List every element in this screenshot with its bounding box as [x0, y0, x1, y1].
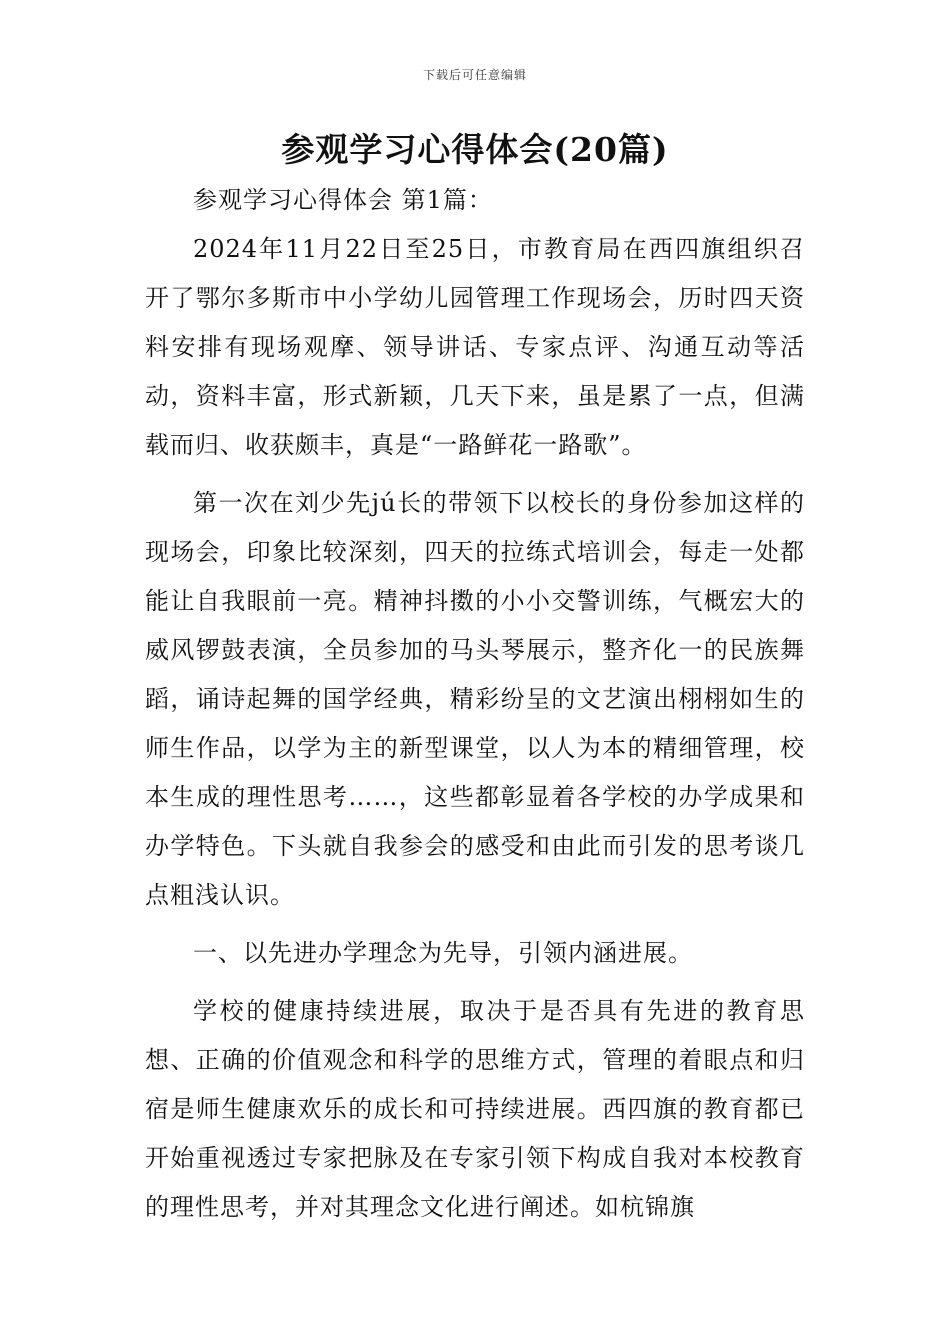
paragraph-3: 学校的健康持续进展，取决于是否具有先进的教育思想、正确的价值观念和科学的思维方式，管理的着眼点和归宿是师生健康欢乐的成长和可持续进展。西四旗的教育都已开始重视透过专家把脉及在专家引领下构成自我对本校教育的理性思考，并对其理念文化进行阐述。如杭锦旗 — [145, 997, 805, 1221]
document-title: 参观学习心得体会(20篇) — [281, 130, 669, 169]
section-subtitle: 参观学习心得体会 第1篇： — [193, 186, 493, 214]
paragraph-1: 2024年11月22日至25日，市教育局在西四旗组织召开了鄂尔多斯市中小学幼儿园管理工作现场会，历时四天资料安排有现场观摩、领导讲话、专家点评、沟通互动等活动，资料丰富，形式新颖，几天下来，虽是累了一点，但满载而归、收获颇丰，真是“一路鲜花一路歌”。 — [145, 235, 805, 459]
section-heading-1: 一、以先进办学理念为先导，引领内涵进展。 — [193, 939, 693, 967]
paragraph-2: 第一次在刘少先jú长的带领下以校长的身份参加这样的现场会，印象比较深刻，四天的拉练式培训会，每走一处都能让自我眼前一亮。精神抖擞的小小交警训练，气概宏大的威风锣鼓表演，全员参加的马头琴展示，整齐化一的民族舞蹈，诵诗起舞的国学经典，精彩纷呈的文艺演出栩栩如生的师生作品，以学为主的新型课堂，以人为本的精细管理，校本生成的理性思考……，这些都彰显着各学校的办学成果和办学特色。下头就自我参会的感受和由此而引发的思考谈几点粗浅认识。 — [145, 489, 805, 909]
document-body — [145, 176, 805, 1232]
page-header-note: 下载后可任意编辑 — [422, 68, 527, 82]
